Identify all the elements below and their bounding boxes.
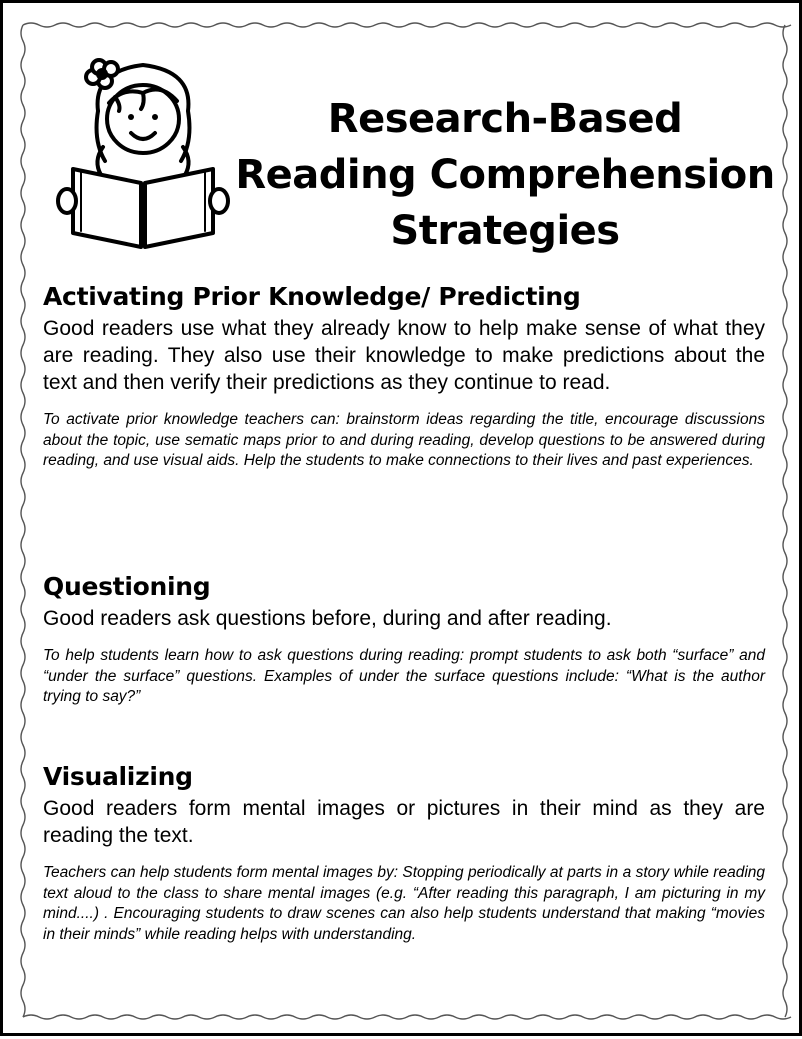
section-teacher-note: To activate prior knowledge teachers can: brainstorm ideas regarding the title, encourage discussions about the topic, use sematic maps prior to and during reading, develop questions to be answered during reading, and use visual aids. Help the students to make connections to their lives and past experiences. (43, 411, 765, 469)
title-line: Reading Comprehension (235, 152, 775, 198)
section-heading: Visualizing (43, 762, 193, 791)
title-line: Strategies (390, 208, 620, 254)
section-activating-prior-knowledge (43, 281, 765, 472)
girl-reading-book-icon (53, 51, 233, 251)
title-line: Research-Based (327, 96, 683, 142)
section-lead-text: Good readers use what they already know to help make sense of what they are reading. They also use their knowledge to make predictions about the text and then verify their predictions as they continue to read. (43, 317, 765, 394)
section-lead-text: Good readers ask questions before, during and after reading. (43, 607, 612, 630)
section-heading: Activating Prior Knowledge/ Predicting (43, 282, 581, 311)
section-lead-text: Good readers form mental images or pictures in their mind as they are reading the text. (43, 797, 765, 847)
page-title (235, 91, 775, 259)
section-teacher-note: To help students learn how to ask questions during reading: prompt students to ask both “surface” and “under the surface” questions. Examples of under the surface questions include: “What is the author trying to say?” (43, 647, 765, 705)
section-heading: Questioning (43, 572, 211, 601)
section-questioning (43, 571, 765, 708)
section-teacher-note: Teachers can help students form mental images by: Stopping periodically at parts in a story while reading text aloud to the class to share mental images (e.g. “After reading this paragraph, I am picturing in my mind....) . Encouraging students to draw scenes can also help students understand that making “movies in their minds” while reading helps with understanding. (43, 864, 765, 943)
section-visualizing (43, 761, 765, 945)
